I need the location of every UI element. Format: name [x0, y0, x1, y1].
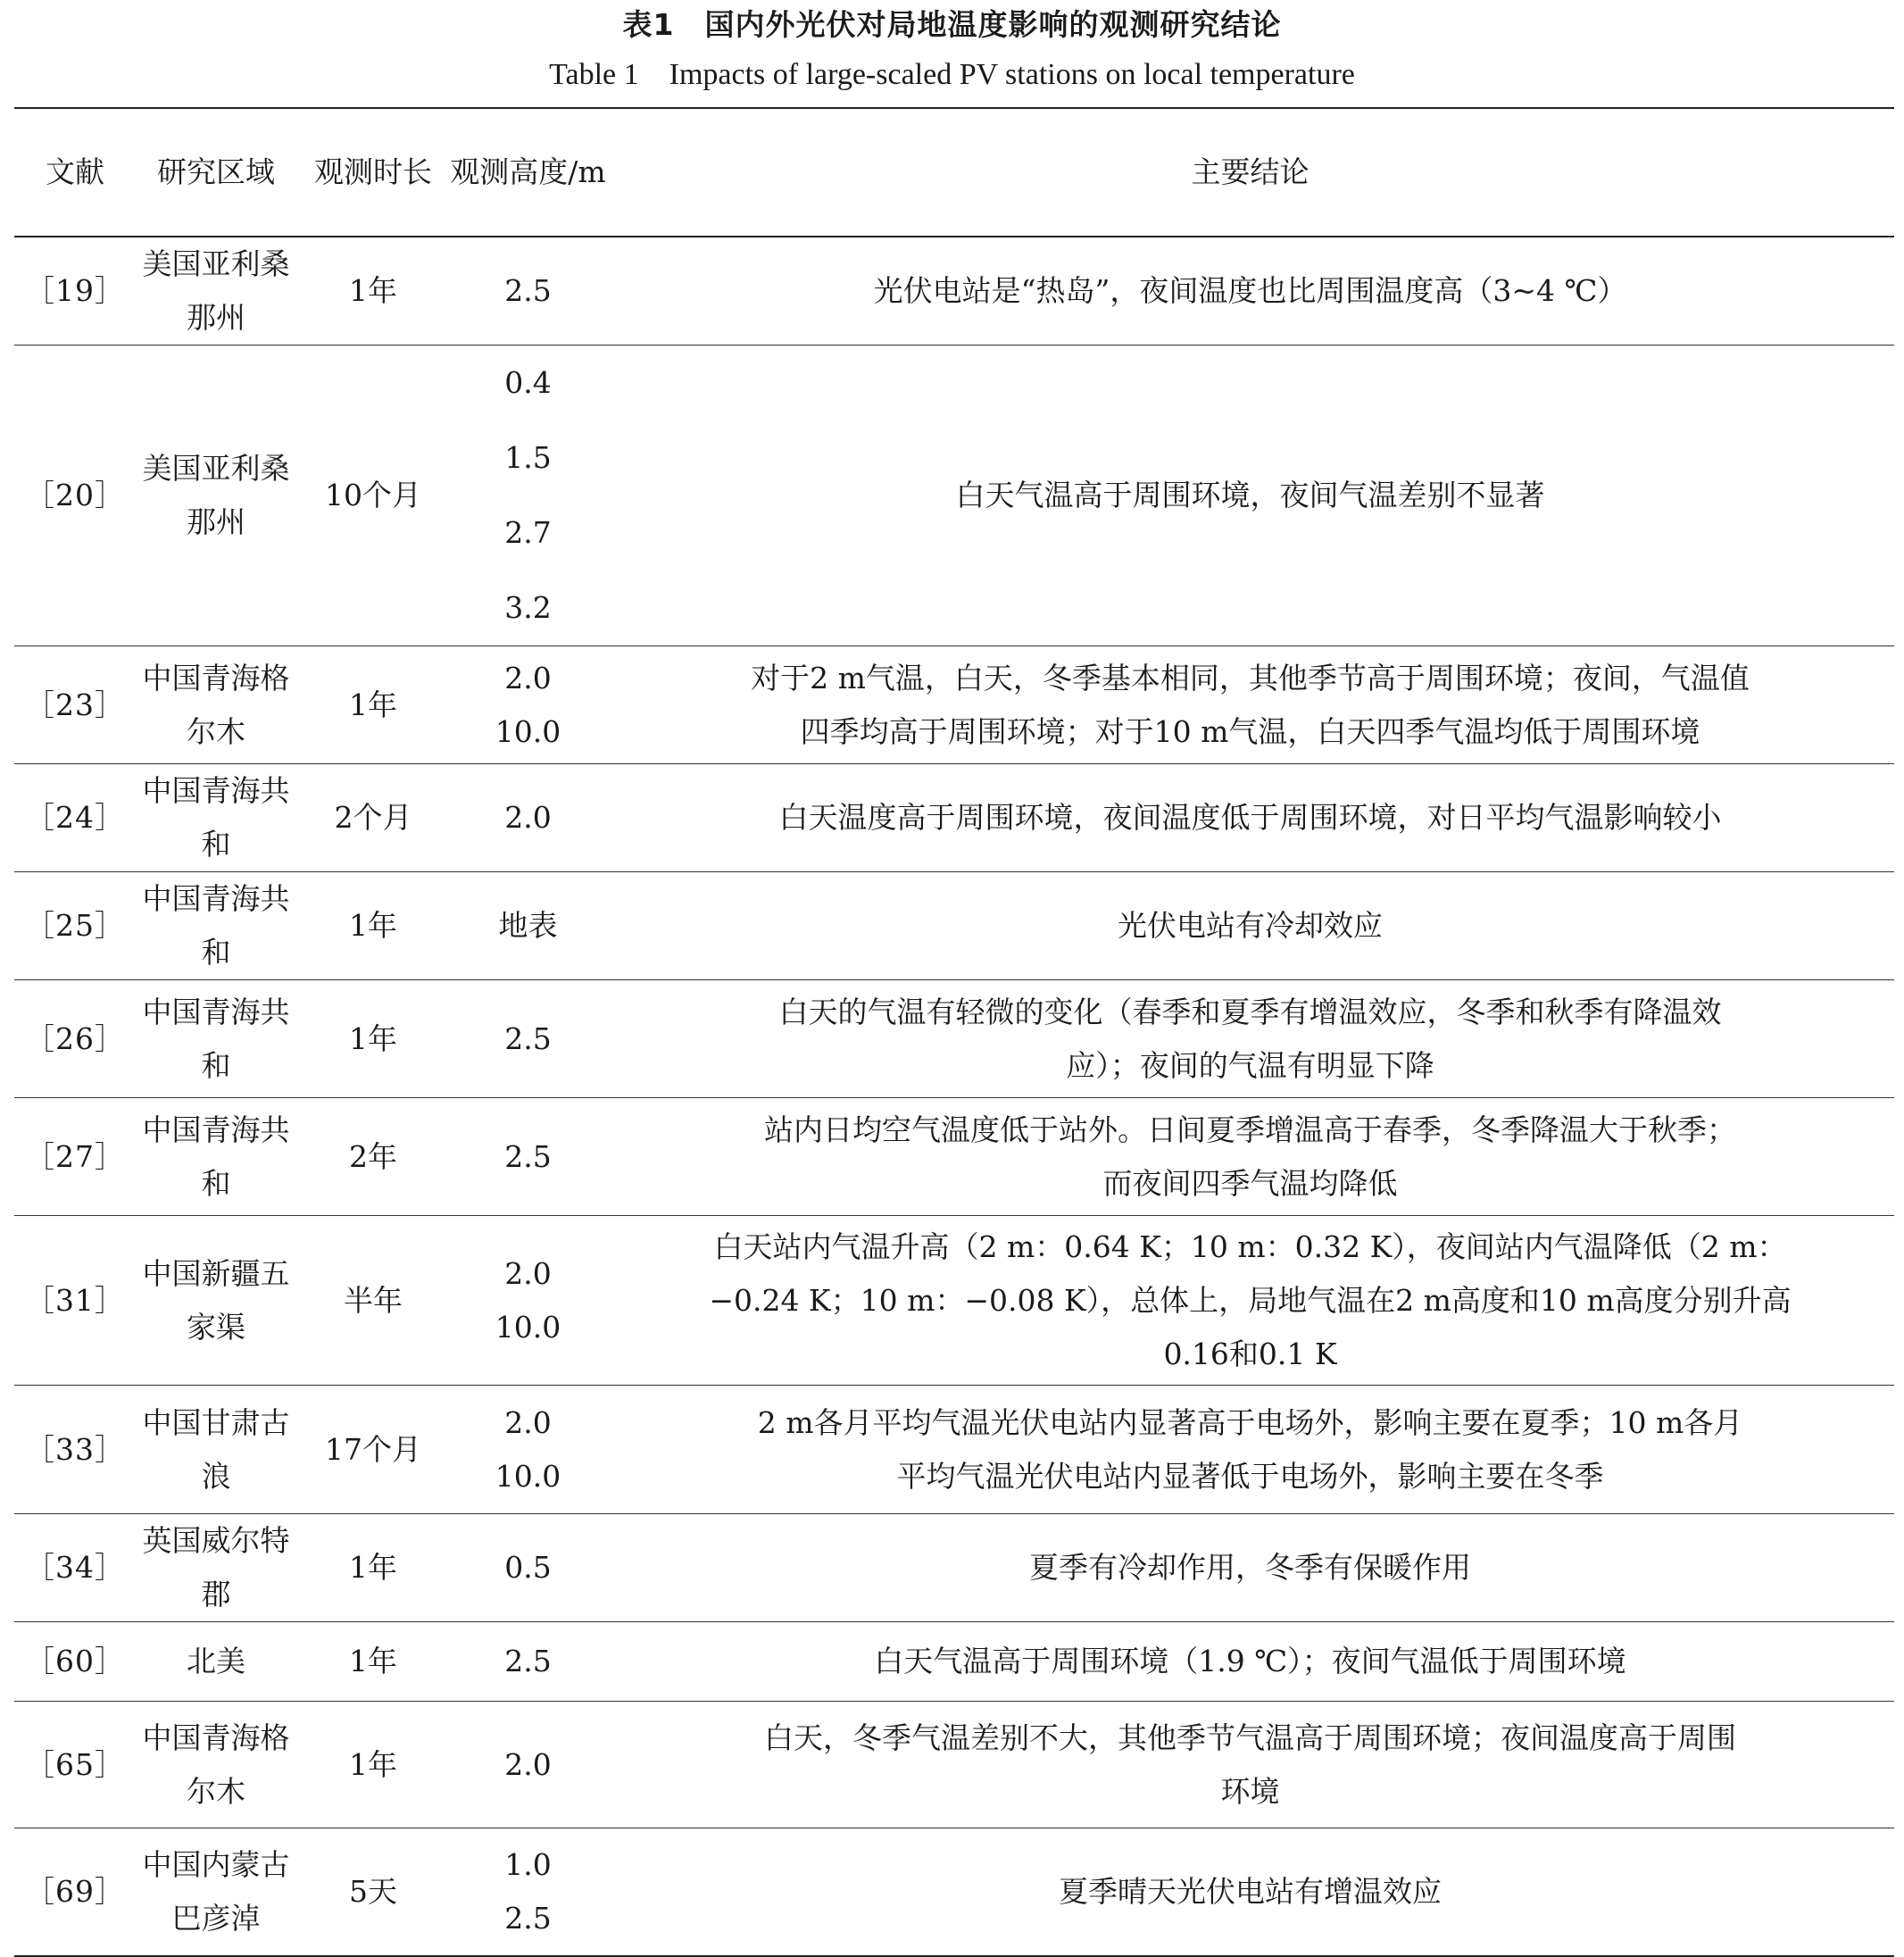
cell-ref: ［65］: [25, 1746, 125, 1782]
cell-conclusion: [606, 764, 1894, 872]
cell-duration: 1年: [349, 1644, 397, 1678]
height-value: 2.0: [504, 1404, 552, 1440]
conclusion-line: 夏季有冷却作用，冬季有保暖作用: [1029, 1550, 1471, 1585]
table-row: [14, 1622, 1894, 1702]
cell-ref: ［20］: [25, 478, 125, 512]
cell-height: [450, 980, 606, 1098]
cell-region: 英国威尔特郡: [142, 1523, 290, 1611]
cell-conclusion: [606, 237, 1894, 346]
height-value: 2.0: [504, 1746, 552, 1782]
cell-height: [450, 872, 606, 980]
cell-conclusion: [606, 646, 1894, 764]
cell-conclusion: [606, 1098, 1894, 1216]
cell-height: [450, 1386, 606, 1514]
cell-height: [450, 1216, 606, 1386]
conclusion-line: 而夜间四季气温均降低: [1102, 1165, 1398, 1201]
conclusion-line: 四季均高于周围环境；对于10 m气温，白天四季气温均低于周围环境: [800, 713, 1700, 749]
caption-en-label: Table 1: [549, 58, 639, 91]
conclusion-line: −0.24 K；10 m：−0.08 K），总体上，局地气温在2 m高度和10 m高度分别升高: [709, 1282, 1792, 1318]
cell-ref: ［33］: [25, 1431, 125, 1467]
height-value: 2.0: [504, 800, 552, 835]
cell-ref: ［25］: [25, 908, 125, 943]
table-caption-cn: [0, 5, 1904, 45]
height-value: 10.0: [495, 1458, 561, 1494]
conclusion-line: 站内日均空气温度低于站外。日间夏季增温高于春季，冬季降温大于秋季；: [764, 1112, 1736, 1147]
table-row: [14, 346, 1894, 646]
cell-duration: 半年: [344, 1282, 403, 1318]
height-value: 2.5: [504, 1900, 552, 1936]
header-height: 观测高度/m: [450, 154, 606, 189]
height-value: 10.0: [495, 713, 561, 749]
conclusion-line: 白天温度高于周围环境，夜间温度低于周围环境，对日平均气温影响较小: [778, 800, 1722, 835]
height-value: 1.5: [504, 440, 552, 475]
height-value: 0.5: [504, 1550, 552, 1585]
cell-duration: 1年: [349, 687, 397, 722]
cell-conclusion: [606, 1702, 1894, 1828]
height-value: 3.2: [504, 590, 552, 625]
conclusion-line: 环境: [1220, 1773, 1280, 1809]
table-row: [14, 764, 1894, 872]
cell-conclusion: [606, 980, 1894, 1098]
cell-height: [450, 346, 606, 646]
cell-duration: 5天: [349, 1873, 397, 1909]
cell-duration: 10个月: [325, 478, 421, 512]
table-caption-en: [0, 55, 1904, 95]
height-value: 2.0: [504, 660, 552, 695]
cell-region: 美国亚利桑那州: [142, 451, 290, 539]
cell-ref: ［27］: [25, 1138, 125, 1174]
cell-height: [450, 646, 606, 764]
cell-region: 中国青海共和: [142, 994, 290, 1083]
cell-region: 中国青海共和: [142, 773, 290, 862]
header-ref: 文献: [46, 154, 104, 189]
cell-height: [450, 1828, 606, 1956]
conclusion-line: 对于2 m气温，白天，冬季基本相同，其他季节高于周围环境；夜间，气温值: [751, 660, 1750, 695]
cell-duration: 17个月: [325, 1431, 421, 1467]
height-value: 2.7: [504, 515, 552, 550]
height-value: 2.0: [504, 1255, 552, 1291]
conclusion-line: 光伏电站有冷却效应: [1118, 908, 1383, 943]
height-value: 2.5: [504, 1138, 552, 1174]
conclusion-line: 白天气温高于周围环境，夜间气温差别不显著: [955, 478, 1545, 512]
cell-height: [450, 1098, 606, 1216]
cell-conclusion: [606, 872, 1894, 980]
cell-conclusion: [606, 1386, 1894, 1514]
cell-region: 北美: [187, 1644, 245, 1678]
table-row: [14, 872, 1894, 980]
table-row: [14, 1216, 1894, 1386]
cell-region: 中国青海格尔木: [142, 660, 290, 749]
height-value: 2.5: [504, 1644, 552, 1678]
conclusion-line: 平均气温光伏电站内显著低于电场外，影响主要在冬季: [896, 1458, 1604, 1494]
cell-height: [450, 764, 606, 872]
table-row: [14, 646, 1894, 764]
cell-conclusion: [606, 1216, 1894, 1386]
table-row: [14, 237, 1894, 346]
cell-ref: ［34］: [25, 1550, 125, 1585]
table-row: [14, 1514, 1894, 1622]
conclusion-line: 夏季晴天光伏电站有增温效应: [1059, 1873, 1442, 1909]
cell-duration: 2个月: [334, 800, 412, 835]
table-row: [14, 1098, 1894, 1216]
cell-duration: 1年: [349, 1020, 397, 1056]
conclusion-line: 白天的气温有轻微的变化（春季和夏季有增温效应，冬季和秋季有降温效: [778, 994, 1722, 1029]
cell-duration: 2年: [349, 1138, 397, 1174]
cell-region: 中国新疆五家渠: [142, 1255, 290, 1345]
height-value: 2.5: [504, 1020, 552, 1056]
header-conclusion: 主要结论: [1191, 154, 1310, 189]
cell-ref: ［24］: [25, 800, 125, 835]
results-table: [14, 107, 1894, 1957]
table-row: [14, 980, 1894, 1098]
cell-conclusion: [606, 1514, 1894, 1622]
conclusion-line: 2 m各月平均气温光伏电站内显著高于电场外，影响主要在夏季；10 m各月: [757, 1404, 1743, 1440]
cell-height: [450, 1514, 606, 1622]
height-value: 1.0: [504, 1846, 552, 1882]
table-row: [14, 1702, 1894, 1828]
header-region: 研究区域: [157, 154, 275, 189]
cell-conclusion: [606, 1828, 1894, 1956]
conclusion-line: 0.16和0.1 K: [1163, 1336, 1337, 1371]
cell-duration: 1年: [349, 273, 397, 308]
cell-region: 中国青海共和: [142, 881, 290, 970]
cell-duration: 1年: [349, 1550, 397, 1585]
conclusion-line: 白天，冬季气温差别不大，其他季节气温高于周围环境；夜间温度高于周围: [764, 1720, 1736, 1755]
table-header-row: [14, 108, 1894, 237]
cell-duration: 1年: [349, 908, 397, 943]
cell-ref: ［19］: [25, 273, 125, 308]
table-row: [14, 1828, 1894, 1956]
cell-height: [450, 237, 606, 346]
cell-conclusion: [606, 1622, 1894, 1702]
caption-en-title: Impacts of large-scaled PV stations on local temperature: [669, 58, 1355, 91]
height-value: 地表: [498, 908, 558, 943]
cell-region: 中国青海共和: [142, 1112, 290, 1201]
cell-conclusion: [606, 346, 1894, 646]
conclusion-line: 应）；夜间的气温有明显下降: [1066, 1047, 1434, 1083]
cell-height: [450, 1702, 606, 1828]
cell-ref: ［31］: [25, 1282, 125, 1318]
cell-ref: ［60］: [25, 1644, 125, 1678]
height-value: 10.0: [495, 1309, 561, 1345]
conclusion-line: 光伏电站是“热岛”，夜间温度也比周围温度高（3~4 ℃）: [873, 273, 1627, 308]
caption-cn-label: 表1: [622, 7, 675, 42]
cell-region: 中国内蒙古巴彦淖: [142, 1846, 290, 1936]
cell-duration: 1年: [349, 1746, 397, 1782]
conclusion-line: 白天气温高于周围环境（1.9 ℃）；夜间气温低于周围环境: [874, 1644, 1626, 1678]
conclusion-line: 白天站内气温升高（2 m：0.64 K；10 m：0.32 K），夜间站内气温降低（2 m：: [713, 1228, 1787, 1264]
cell-region: 中国甘肃古浪: [142, 1404, 290, 1494]
cell-ref: ［69］: [25, 1873, 125, 1909]
caption-cn-title: 国内外光伏对局地温度影响的观测研究结论: [704, 7, 1282, 42]
height-value: 2.5: [504, 273, 552, 308]
header-duration: 观测时长: [314, 154, 432, 189]
cell-ref: ［23］: [25, 687, 125, 722]
cell-ref: ［26］: [25, 1020, 125, 1056]
table-row: [14, 1386, 1894, 1514]
cell-region: 中国青海格尔木: [142, 1720, 290, 1809]
cell-height: [450, 1622, 606, 1702]
height-value: 0.4: [504, 365, 552, 400]
cell-region: 美国亚利桑那州: [142, 246, 290, 335]
